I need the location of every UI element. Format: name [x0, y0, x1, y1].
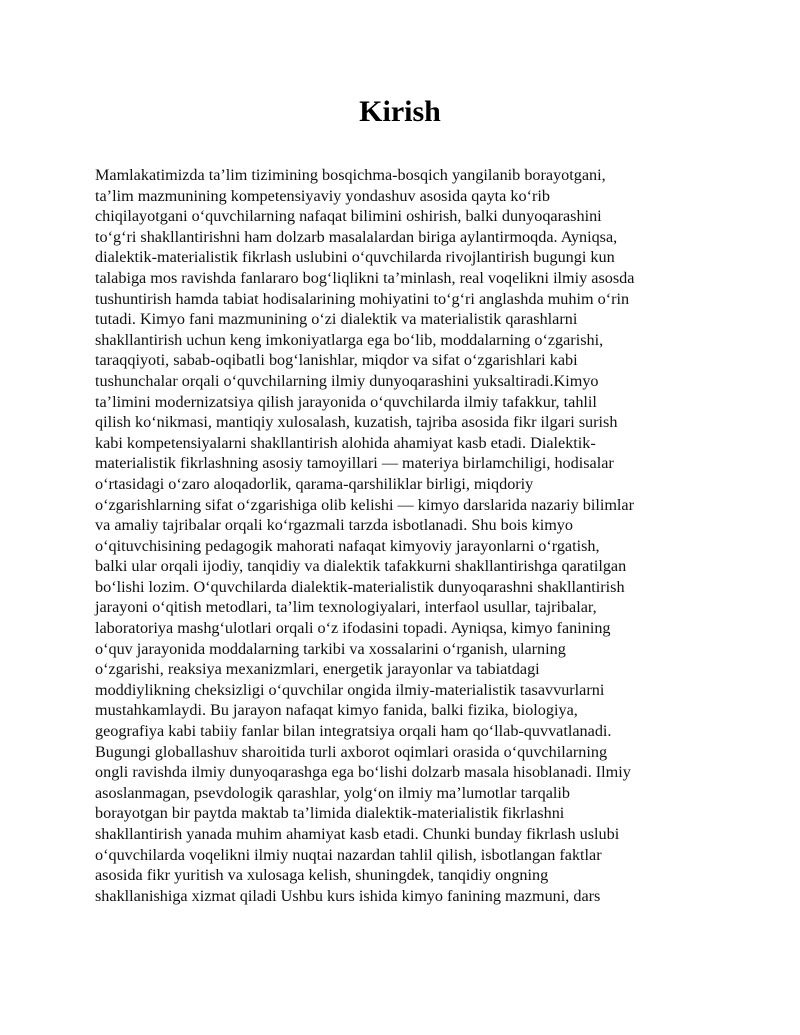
- text-line: chiqilayotgani o‘quvchilarning nafaqat bilimini oshirish, balki dunyoqarashini: [95, 207, 602, 226]
- text-line: o‘rtasidagi o‘zaro aloqadorlik, qarama-qarshiliklar birligi, miqdoriy: [95, 474, 534, 493]
- text-line: o‘quv jarayonida moddalarning tarkibi va xossalarini o‘rganish, ularning: [95, 639, 566, 658]
- text-line: o‘zgarishlarning sifat o‘zgarishiga olib kelishi — kimyo darslarida nazariy bilimlar: [95, 495, 634, 514]
- text-line: laboratoriya mashg‘ulotlari orqali o‘z ifodasini topadi. Ayniqsa, kimyo fanining: [95, 619, 611, 638]
- text-line: borayotgan bir paytda maktab ta’limida dialektik-materialistik fikrlashni: [95, 804, 565, 823]
- text-line: moddiylikning cheksizligi o‘quvchilar ongida ilmiy-materialistik tasavvurlarni: [95, 680, 605, 699]
- text-line: o‘quvchilarda voqelikni ilmiy nuqtai nazardan tahlil qilish, isbotlangan faktlar: [95, 845, 602, 864]
- text-line: tushuntirish hamda tabiat hodisalarining mohiyatini to‘g‘ri anglashda muhim o‘rin: [95, 289, 630, 308]
- text-line: o‘zgarishi, reaksiya mexanizmlari, energetik jarayonlar va tabiatdagi: [95, 660, 540, 679]
- text-line: geografiya kabi tabiiy fanlar bilan integratsiya orqali ham qo‘llab-quvvatlanadi.: [95, 722, 612, 741]
- body-paragraph: [95, 165, 800, 906]
- text-line: qilish ko‘nikmasi, mantiqiy xulosalash, kuzatish, tajriba asosida fikr ilgari surish: [95, 413, 618, 432]
- text-line: bo‘lishi lozim. O‘quvchilarda dialektik-materialistik dunyoqarashni shakllantirish: [95, 577, 625, 596]
- text-line: balki ular orqali ijodiy, tanqidiy va dialektik tafakkurni shakllantirishga qaratilgan: [95, 557, 627, 576]
- text-line: jarayoni o‘qitish metodlari, ta’lim texnologiyalari, interfaol usullar, tajribalar,: [95, 598, 597, 617]
- text-line: ta’lim mazmunining kompetensiyaviy yondashuv asosida qayta ko‘rib: [95, 186, 550, 205]
- text-line: asosida fikr yuritish va xulosaga kelish, shuningdek, tanqidiy ongning: [95, 866, 549, 885]
- page-title: Kirish: [359, 95, 441, 128]
- text-line: asoslanmagan, psevdologik qarashlar, yolg‘on ilmiy ma’lumotlar tarqalib: [95, 783, 570, 802]
- text-line: Bugungi globallashuv sharoitida turli axborot oqimlari orasida o‘quvchilarning: [95, 742, 608, 761]
- text-line: shakllantirish uchun keng imkoniyatlarga ega bo‘lib, moddalarning o‘zgarishi,: [95, 330, 604, 349]
- text-line: kabi kompetensiyalarni shakllantirish alohida ahamiyat kasb etadi. Dialektik-: [95, 433, 596, 452]
- text-line: shakllantirish yanada muhim ahamiyat kasb etadi. Chunki bunday fikrlash uslubi: [95, 825, 620, 843]
- text-line: materialistik fikrlashning asosiy tamoyillari — materiya birlamchiligi, hodisalar: [95, 454, 614, 473]
- text-line: tutadi. Kimyo fani mazmunining o‘zi dialektik va materialistik qarashlarni: [95, 310, 578, 329]
- text-line: taraqqiyoti, sabab-oqibatli bog‘lanishlar, miqdor va sifat o‘zgarishlari kabi: [95, 351, 578, 370]
- text-line: talabiga mos ravishda fanlararo bog‘liqlikni ta’minlash, real voqelikni ilmiy asosda: [95, 268, 635, 287]
- text-line: ongli ravishda ilmiy dunyoqarashga ega bo‘lishi dolzarb masala hisoblanadi. Ilmiy: [95, 763, 631, 782]
- text-line: va amaliy tajribalar orqali ko‘rgazmali tarzda isbotlanadi. Shu bois kimyo: [95, 516, 573, 535]
- text-line: tushunchalar orqali o‘quvchilarning ilmiy dunyoqarashini yuksaltiradi.Kimyo: [95, 371, 599, 390]
- text-line: to‘g‘ri shakllantirishni ham dolzarb masalalardan biriga aylantirmoqda. Ayniqsa,: [95, 227, 618, 246]
- text-line: mustahkamlaydi. Bu jarayon nafaqat kimyo fanida, balki fizika, biologiya,: [95, 701, 578, 720]
- text-line: o‘qituvchisining pedagogik mahorati nafaqat kimyoviy jarayonlarni o‘rgatish,: [95, 536, 600, 555]
- text-line: Mamlakatimizda ta’lim tizimining bosqichma-bosqich yangilanib borayotgani,: [95, 166, 606, 184]
- text-line: ta’limini modernizatsiya qilish jarayonida o‘quvchilarda ilmiy tafakkur, tahlil: [95, 392, 597, 411]
- text-line: dialektik-materialistik fikrlash uslubini o‘quvchilarda rivojlantirish bugungi kun: [95, 248, 615, 267]
- text-line: shakllanishiga xizmat qiladi Ushbu kurs ishida kimyo fanining mazmuni, dars: [95, 886, 601, 905]
